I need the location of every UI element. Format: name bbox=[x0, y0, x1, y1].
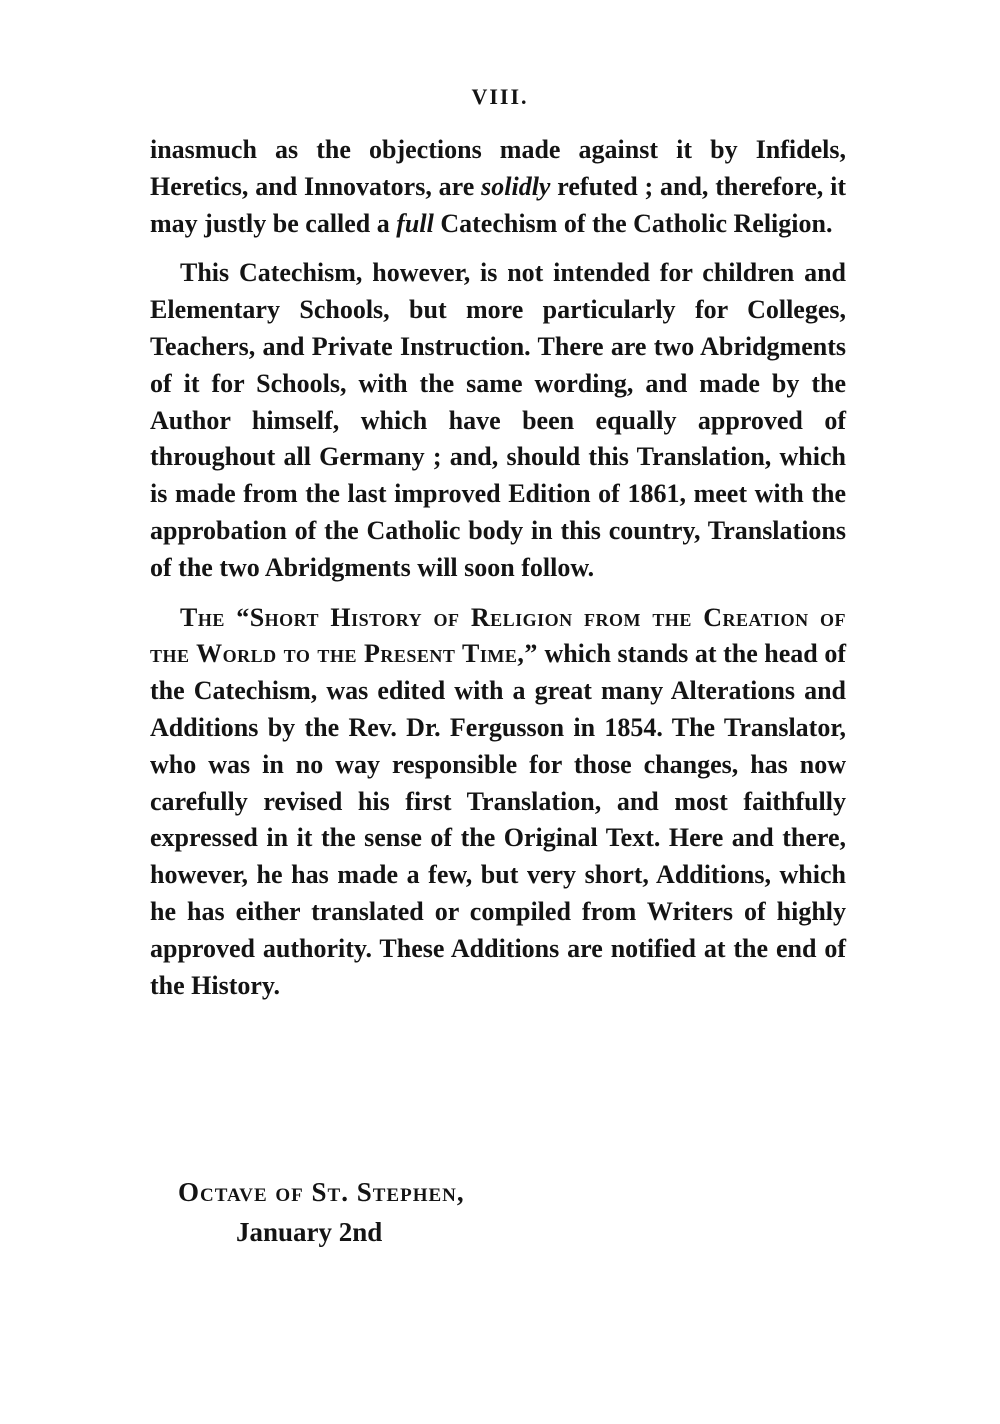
paragraph-1-italic-solidly: solidly bbox=[481, 171, 551, 201]
signoff-date: January 2nd bbox=[236, 1217, 383, 1247]
paragraph-1-text-b: refuted ; and, therefore, it may justly be called a bbox=[150, 171, 846, 238]
paragraph-1-text-a: inasmuch as the objections made against it by Infidels, Heretics, and Innovators, are bbox=[150, 135, 846, 201]
paragraph-1-italic-full: full bbox=[396, 208, 434, 238]
page-number: VIII. bbox=[471, 84, 529, 109]
paragraph-3-title-smallcaps: The “Short History of Religion from the Creation of the World to the Present Time,” bbox=[150, 602, 846, 669]
paragraph-2-text: This Catechism, however, is not intended for children and Elementary Schools, but more particularly for Colleges, Teachers, and Private Instruction. There are two Abridgments of it for Schools, with the same wording, and made by the Author himself, which have been equally approved of throughout all Germany ; and, should this Translation, which is made from the last improved Edition of 1861, meet with the approbation of the Catholic body in this country, Translations of the two Abridgments will soon follow. bbox=[150, 258, 846, 582]
paragraph-3-text: which stands at the head of the Catechism, was edited with a great many Alterations and Additions by the Rev. Dr. Fergusson in 1854. The Translator, who was in no way responsible for those changes, has now carefully revised his first Translation, and most faithfully expressed in it the sense of the Original Text. Here and there, however, he has made a few, but very short, Additions, which he has either translated or compiled from Writers of highly approved authority. These Additions are notified at the end of the History. bbox=[150, 639, 846, 1000]
signoff bbox=[178, 1172, 465, 1252]
paragraph-1 bbox=[150, 132, 846, 242]
paragraph-1-text-c: Catechism of the Catholic Religion. bbox=[433, 208, 833, 238]
paragraph-2 bbox=[150, 255, 846, 586]
body-text bbox=[150, 132, 846, 1017]
signoff-occasion: Octave of St. Stephen, bbox=[178, 1177, 465, 1207]
paragraph-3 bbox=[150, 600, 846, 1005]
